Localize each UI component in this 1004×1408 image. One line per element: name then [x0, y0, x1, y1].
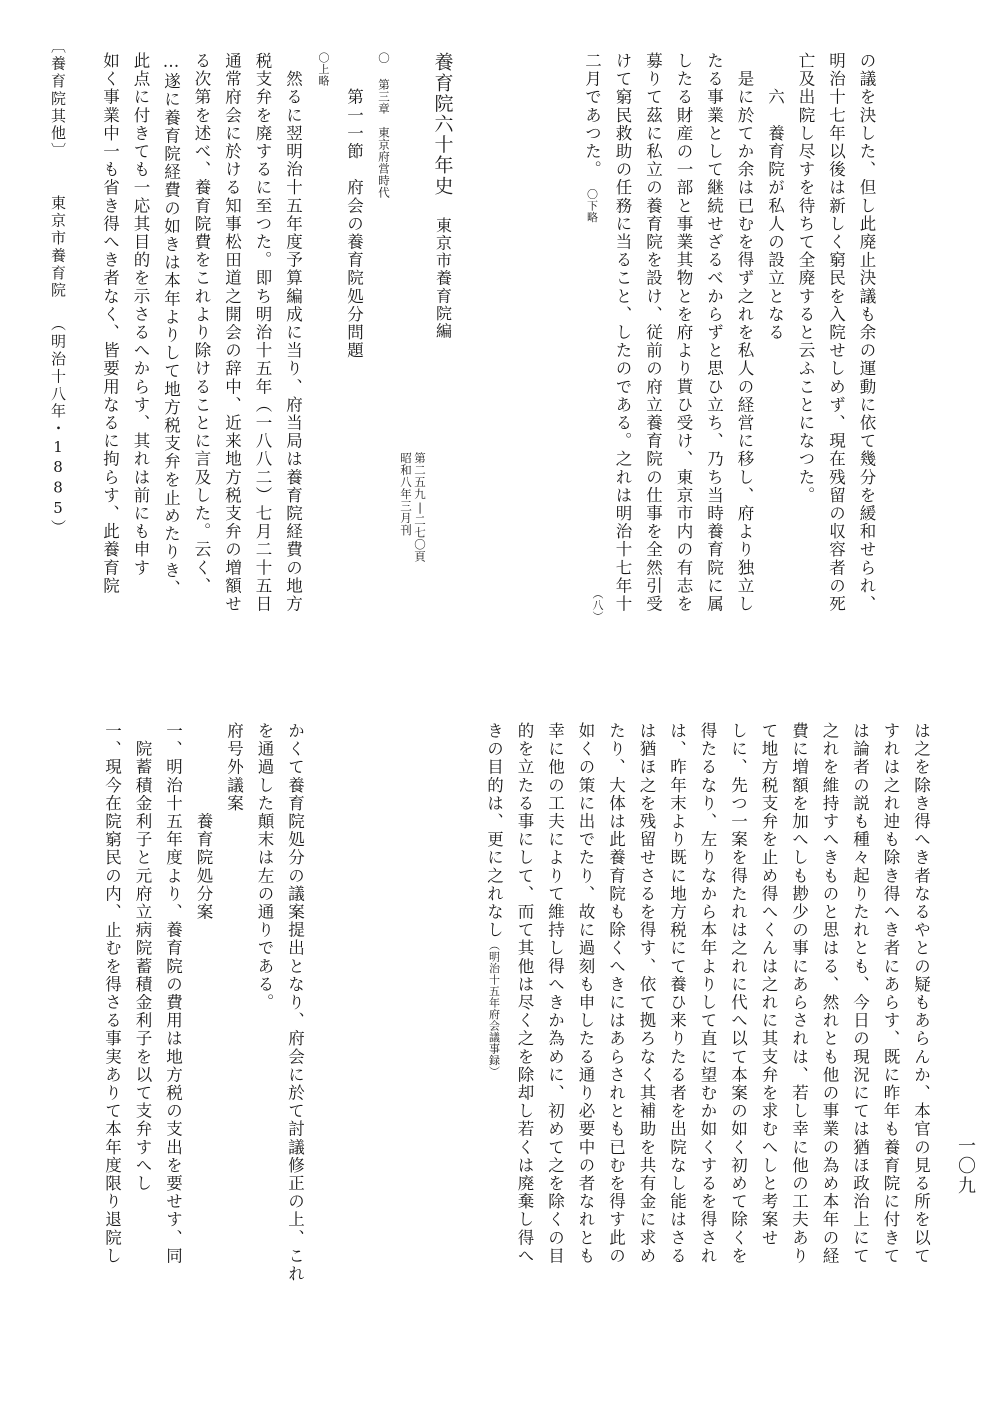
text-line: は之を除き得へき者なるやとの疑もあらんか、本官の見る所を以て [911, 722, 931, 1265]
section-heading: 六 養育院が私人の設立となる [765, 52, 785, 342]
text-line: 得たるなり、左りなから本年よりして直に望むか如くするを得され [698, 722, 717, 1265]
pub-date: 昭和八年三月刊 [399, 452, 413, 536]
text-line: 如くの策に出でたり、故に過刻も申したる通り必要中の者なれとも [576, 722, 595, 1265]
annotation-8: （八） [591, 588, 604, 623]
text-line: 明治十七年以後は新しく窮民を入院せしめず、現在残留の収容者の死 [826, 52, 846, 614]
text-line: 然るに翌明治十五年度予算編成に当り、府当局は養育院経費の地方 [283, 52, 303, 614]
book-author: 東京市養育院編 [433, 216, 453, 341]
top-left-text [94, 52, 458, 692]
text-line: 之れを維持すへきものと思はる、然れとも他の事業の為め本年の経 [820, 722, 839, 1265]
text-line: は、昨年末より既に地方税にて養ひ来りたる者を出院なし能はさる [667, 722, 687, 1265]
text-line: 此点に付きても一応其目的を示さるへからす、其れは前にも申す [131, 52, 150, 577]
section-heading: 第一一節 府会の養育院処分問題 [344, 52, 364, 360]
text-line: 募りて茲に私立の養育院を設け、従前の府立養育院の仕事を全然引受 [643, 52, 663, 614]
text-line: 如く事業中一も省き得へき者なく、皆要用なるに拘らす、此養育院 [100, 52, 120, 595]
book-title-line [427, 52, 458, 692]
text-line: したる財産の一部と事業其物とを府より貰ひ受け、東京市内の有志を [674, 52, 693, 614]
omit-note: 〇下略 [585, 188, 599, 224]
pub-pages: 第二五九|二七〇頁 [413, 452, 427, 563]
text-line: すれは之れ迚も除き得へき者にあらす、既に昨年も養育院に付きて [881, 722, 900, 1265]
text-line: 的を立たる事にして、而て其他は尽く之を除却し若くは廃棄し得へ [515, 722, 534, 1265]
text-line: けて窮民救助の任務に当ること、したのである。之れは明治十七年十 [613, 52, 632, 614]
text-line: の議を決した、但し此廃止決議も余の運動に依て幾分を緩和せられ、 [857, 52, 876, 614]
page-number: 一〇九 [955, 1136, 976, 1196]
pub-info [413, 52, 427, 692]
text-line: 是に於てか余は已むを得ず之れを私人の経営に移し、府より独立し [735, 52, 754, 614]
text-line: 一、明治十五年度より、養育院の費用は地方税の支出を要せす、同 [163, 722, 183, 1265]
footer [48, 38, 69, 537]
text-line: たり、大体は此養育院も除くへきにはあらされとも已むを得す此の [606, 722, 626, 1265]
pub-date-line [399, 52, 413, 692]
section-heading: 養育院処分案 [194, 722, 213, 922]
bottom-right-text [478, 722, 936, 1362]
bottom-left-text [96, 722, 310, 1362]
text-line: たる事業として継続せざるべからずと思ひ立ち、乃ち当時養育院に属 [704, 52, 724, 614]
footer-publisher: 東京市養育院 [49, 194, 67, 300]
text-line: 税支弁を廃するに至つた。即ち明治十五年（一八八二）七月二十五日 [253, 52, 272, 614]
text-line: 亡及出院し尽すを待ちて全廃すると云ふことになつた。 [796, 52, 815, 505]
text-line: を通過した顛末は左の通りである。 [255, 722, 274, 1012]
text-line: かくて養育院処分の議案提出となり、府会に於て討議修正の上、これ [285, 722, 305, 1284]
source-note: （明治十五年府会議事録） [487, 939, 501, 1078]
text-line: は猶ほ之を残留せさるを得す、依て拠ろなく其補助を共有金に求め [637, 722, 656, 1265]
text-line-content: 二月であつた。 [582, 52, 602, 171]
text-line: 費に増額を加へしも尠少の事にあらされは、若し幸に他の工夫あり [789, 722, 809, 1265]
text-line: 幸に他の工夫によりて維持し得へきか為めに、初めて之を除くの目 [545, 722, 565, 1265]
chapter-heading: 〇 第三章 東京府営時代 [377, 52, 391, 199]
text-line: は論者の説も種々起りたれとも、今日の現況にては猶ほ政治上にて [850, 722, 870, 1265]
text-line: 院蓄積金利子と元府立病院蓄積金利子を以て支弁すへし [133, 722, 152, 1193]
footer-category: 〔養育院其他〕 [49, 38, 67, 160]
text-line: て地方税支弁を止め得へくんは之れに其支弁を求むへしと考案せ [759, 722, 778, 1247]
top-right-text [576, 52, 881, 692]
text-line-content: きの目的は、更に之れなし [484, 722, 504, 940]
text-line: 通常府会に於ける知事松田道之開会の辞中、近来地方税支弁の増額せ [222, 52, 242, 614]
omit-mark: 〇上略 [317, 52, 330, 87]
text-line: …遂に養育院経費の如きは本年よりして地方税支弁を止めたりき、 [161, 52, 181, 598]
footer-date: （明治十八年・1885） [49, 316, 67, 538]
text-line [478, 722, 509, 1362]
text-line: る次第を述べ、養育院費をこれより除けることに言及した。云く、 [192, 52, 211, 595]
text-line: しに、先つ一案を得たれは之れに代へ以て本案の如く初めて除くを [728, 722, 748, 1265]
text-line: 一、現今在院窮民の内、止むを得さる事実ありて本年度限り退院し [102, 722, 122, 1265]
text-line: 府号外議案 [224, 722, 244, 813]
book-title: 養育院六十年史 [431, 52, 454, 197]
